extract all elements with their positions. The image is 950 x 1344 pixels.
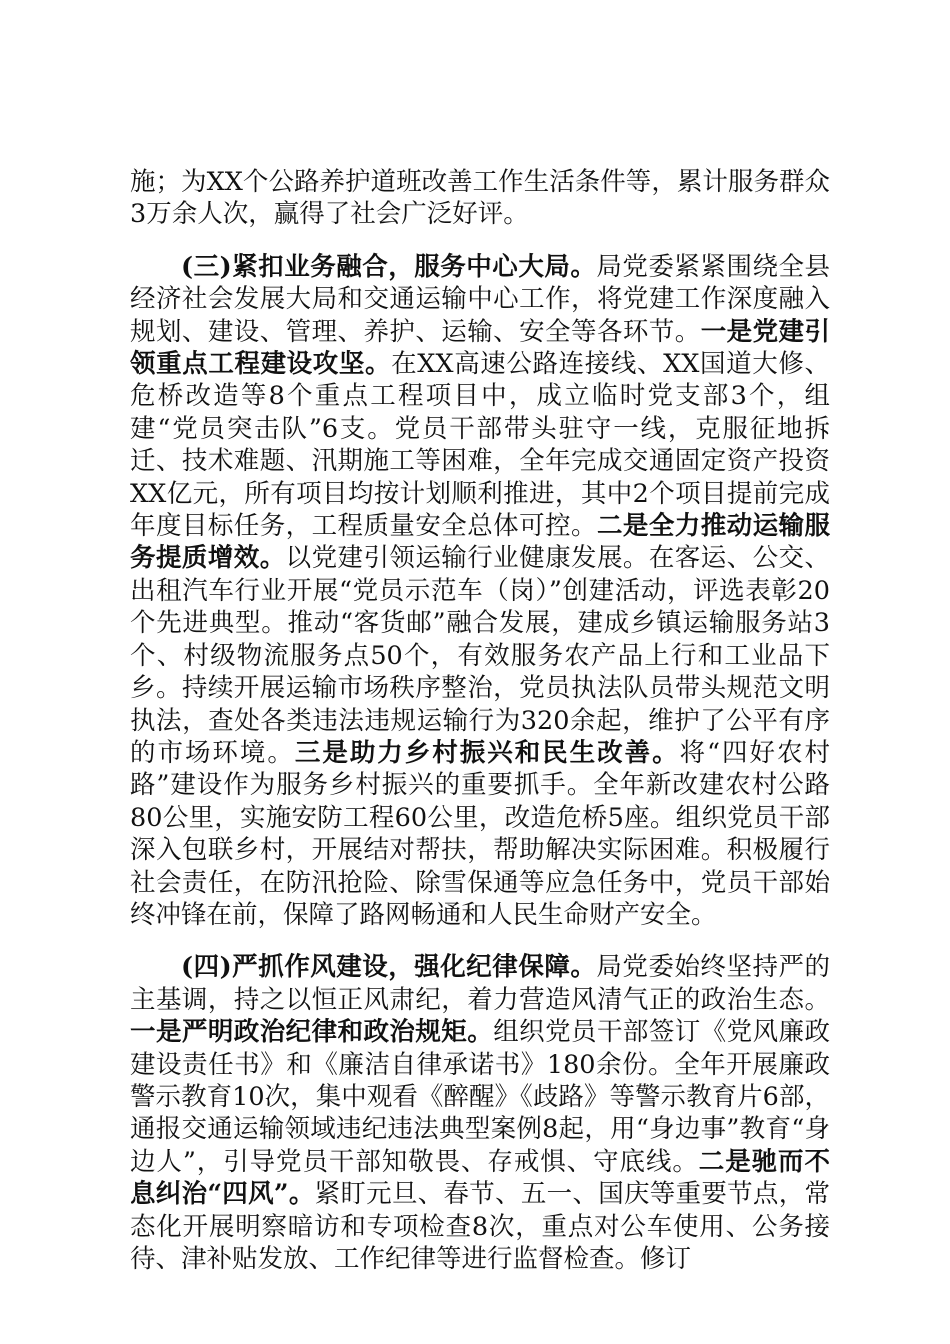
point-heading: 一是严明政治纪律和政治规矩。 [130, 1017, 494, 1048]
document-page [130, 166, 830, 1275]
body-text: 以党建引领运输行业健康发展。在客运、公交、出租汽车行业开展“党员示范车（岗）”创建活动，评选表彰20个先进典型。推动“客货邮”融合发展，建成乡镇运输服务站3个、村级物流服务点50个，有效服务农产品上行和工业品下乡。持续开展运输市场秩序整治，党员执法队员带头规范文明执法，查处各类违法违规运输行为320余起，维护了公平有序的市场环境。 [130, 543, 830, 768]
paragraph-continuation [130, 166, 830, 231]
paragraph-business-integration [130, 251, 830, 932]
point-heading: 三是助力乡村振兴和民生改善。 [294, 737, 680, 768]
point-heading: 二是驰而不息纠治“四风”。 [130, 1146, 830, 1210]
body-text: 在XX高速公路连接线、XX国道大修、危桥改造等8个重点工程项目中，成立临时党支部3个，组建“党员突击队”6支。党员干部带头驻守一线，克服征地拆迁、技术难题、汛期施工等困难，全年完成交通固定资产投资XX亿元，所有项目均按计划顺利推进，其中2个项目提前完成年度目标任务，工程质量安全总体可控。 [130, 349, 830, 542]
section-heading: (三)紧扣业务融合，服务中心大局。 [181, 251, 597, 282]
body-text: 局党委始终坚持严的主基调，持之以恒正风肃纪，着力营造风清气正的政治生态。 [130, 952, 830, 1015]
body-text: 局党委紧紧围绕全县经济社会发展大局和交通运输中心工作，将党建工作深度融入规划、建设、管理、养护、运输、安全等各环节。 [130, 251, 830, 347]
body-text: 组织党员干部签订《党风廉政建设责任书》和《廉洁自律承诺书》180余份。全年开展廉政警示教育10次，集中观看《醉醒》《歧路》等警示教育片6部，通报交通运输领域违纪违法典型案例8起，用“身边事”教育“身边人”，引导党员干部知敬畏、存戒惧、守底线。 [130, 1017, 830, 1177]
paragraph-work-style [130, 951, 830, 1275]
section-heading: (四)严抓作风建设，强化纪律保障。 [181, 952, 597, 983]
point-heading: 二是全力推动运输服务提质增效。 [130, 511, 830, 574]
body-text: 将“四好农村路”建设作为服务乡村振兴的重要抓手。全年新改建农村公路80公里，实施安防工程60公里，改造危桥5座。组织党员干部深入包联乡村，开展结对帮扶，帮助解决实际困难。积极履行社会责任，在防汛抢险、除雪保通等应急任务中，党员干部始终冲锋在前，保障了路网畅通和人民生命财产安全。 [130, 737, 830, 930]
body-text: 施；为XX个公路养护道班改善工作生活条件等，累计服务群众3万余人次，赢得了社会广泛好评。 [130, 167, 830, 230]
point-heading: 一是党建引领重点工程建设攻坚。 [130, 316, 830, 380]
body-text: 紧盯元旦、春节、五一、国庆等重要节点，常态化开展明察暗访和专项检查8次，重点对公车使用、公务接待、津补贴发放、工作纪律等进行监督检查。修订 [130, 1179, 830, 1274]
